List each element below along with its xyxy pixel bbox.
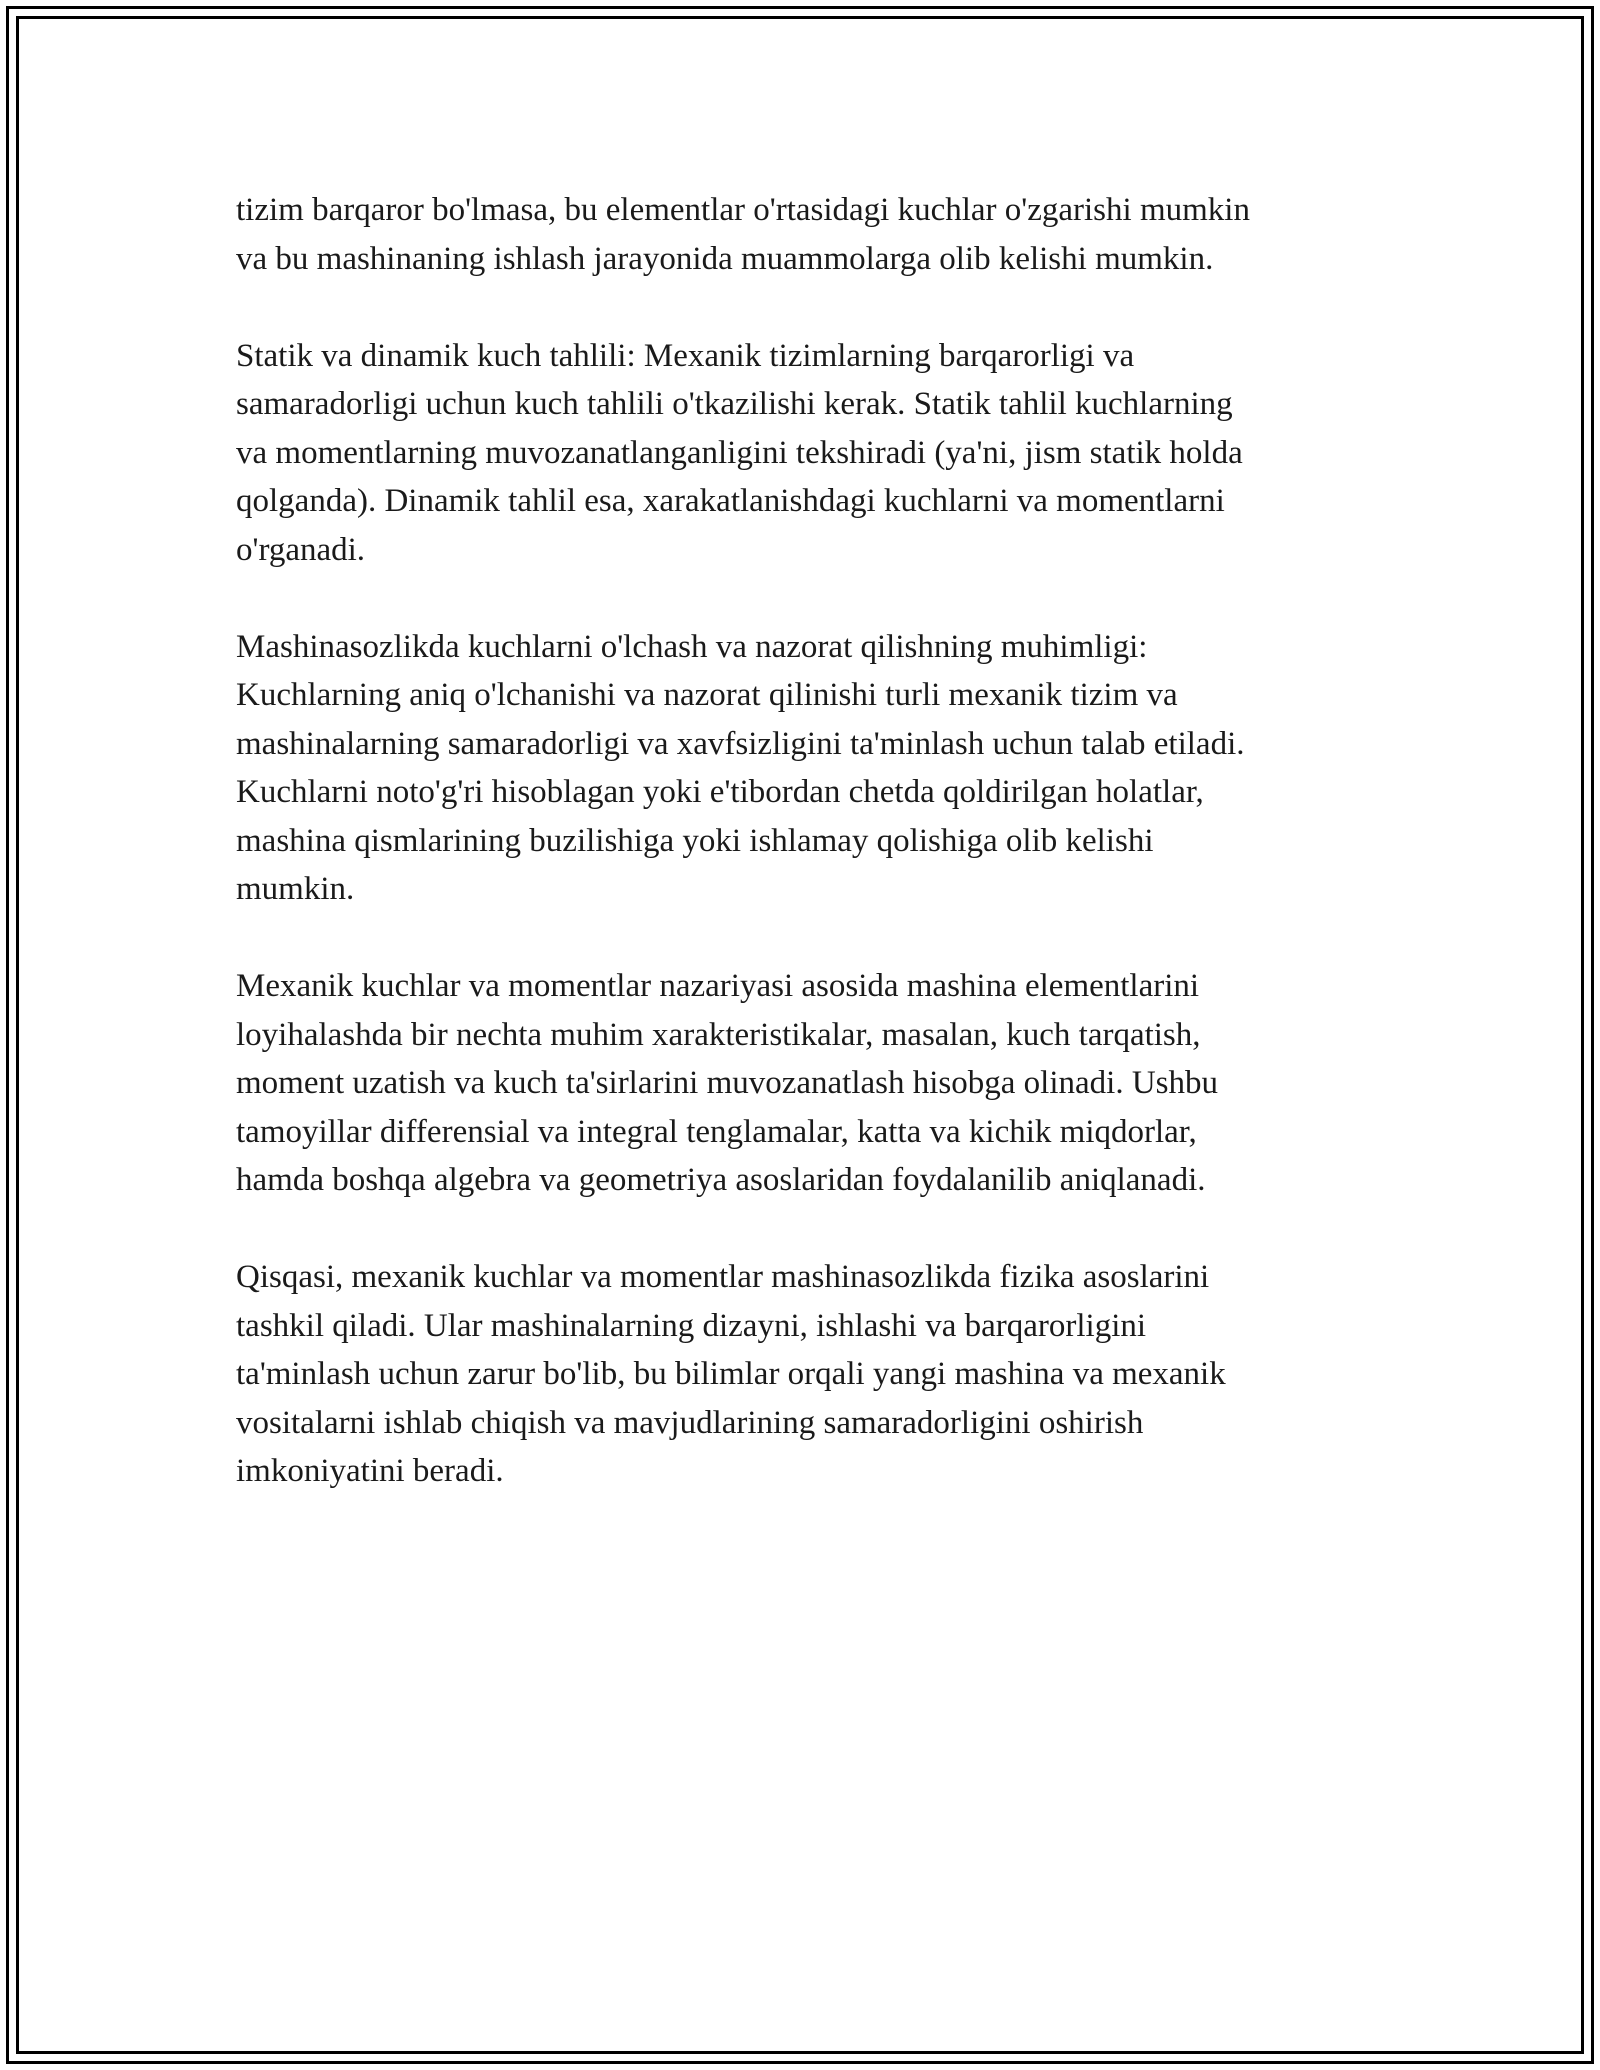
text-line: hamda boshqa algebra va geometriya asoslaridan foydalanilib aniqlanadi. <box>236 1162 1206 1198</box>
text-line: o'rganadi. <box>236 531 366 568</box>
text-line: va momentlarning muvozanatlanganligini tekshiradi (ya'ni, jism statik holda <box>236 434 1243 471</box>
text-line: mashina qismlarining buzilishiga yoki ishlamay qolishiga olib kelishi <box>236 822 1154 859</box>
text-line: loyihalashda bir nechta muhim xarakteristikalar, masalan, kuch tarqatish, <box>236 1016 1201 1053</box>
text-line: tizim barqaror bo'lmasa, bu elementlar o'rtasidagi kuchlar o'zgarishi mumkin <box>236 192 1250 228</box>
text-line: Kuchlarning aniq o'lchanishi va nazorat qilinishi turli mexanik tizim va <box>236 677 1178 713</box>
text-line: Kuchlarni noto'g'ri hisoblagan yoki e'tibordan chetda qoldirilgan holatlar, <box>236 774 1204 810</box>
paragraph-1 <box>236 186 1386 283</box>
paragraph-3 <box>236 623 1386 914</box>
text-line: Mashinasozlikda kuchlarni o'lchash va nazorat qilishning muhimligi: <box>236 628 1148 665</box>
text-line: Statik va dinamik kuch tahlili: Mexanik tizimlarning barqarorligi va <box>236 337 1135 374</box>
text-line: moment uzatish va kuch ta'sirlarini muvozanatlash hisobga olinadi. Ushbu <box>236 1065 1218 1101</box>
text-line: ta'minlash uchun zarur bo'lib, bu bilimlar orqali yangi mashina va mexanik <box>236 1356 1226 1392</box>
text-line: imkoniyatini beradi. <box>236 1453 504 1489</box>
text-line: samaradorligi uchun kuch tahlili o'tkazilishi kerak. Statik tahlil kuchlarning <box>236 386 1233 422</box>
text-line: tashkil qiladi. Ular mashinalarning dizayni, ishlashi va barqarorligini <box>236 1307 1147 1344</box>
paragraph-2 <box>236 332 1386 575</box>
text-line: Mexanik kuchlar va momentlar nazariyasi asosida mashina elementlarini <box>236 968 1200 1004</box>
paragraph-5 <box>236 1253 1386 1496</box>
paragraph-4 <box>236 962 1386 1205</box>
text-line: qolganda). Dinamik tahlil esa, xarakatlanishdagi kuchlarni va momentlarni <box>236 483 1225 519</box>
text-line: va bu mashinaning ishlash jarayonida muammolarga olib kelishi mumkin. <box>236 240 1214 277</box>
text-line: mumkin. <box>236 871 355 907</box>
text-line: tamoyillar differensial va integral tenglamalar, katta va kichik miqdorlar, <box>236 1113 1197 1150</box>
text-line: Qisqasi, mexanik kuchlar va momentlar mashinasozlikda fizika asoslarini <box>236 1259 1210 1295</box>
document-body <box>236 186 1386 1544</box>
text-line: mashinalarning samaradorligi va xavfsizligini ta'minlash uchun talab etiladi. <box>236 725 1245 762</box>
text-line: vositalarni ishlab chiqish va mavjudlarining samaradorligini oshirish <box>236 1404 1144 1441</box>
